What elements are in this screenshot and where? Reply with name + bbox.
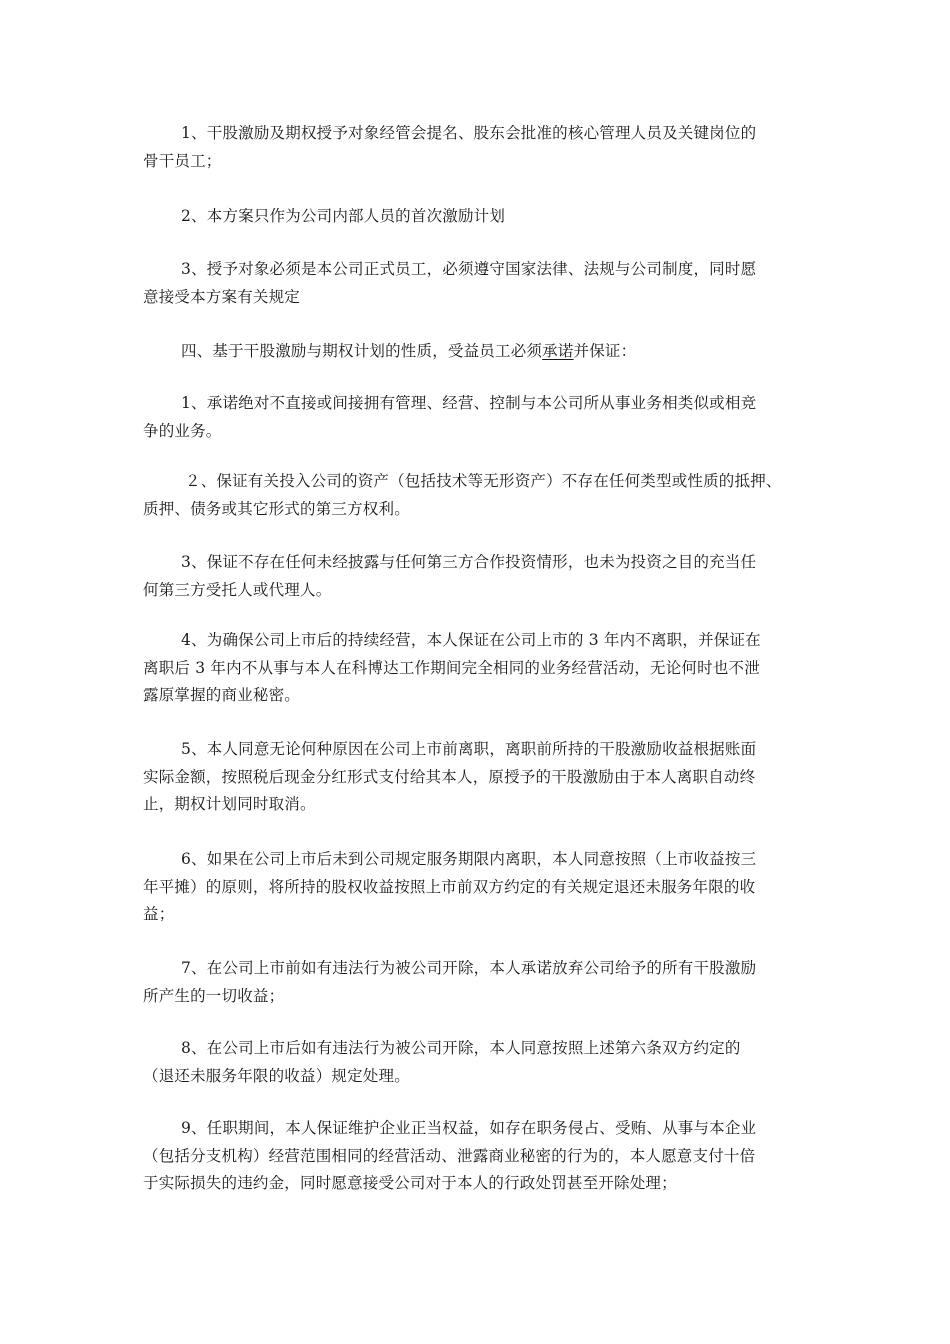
text-line: 5、本人同意无论何种原因在公司上市前离职，离职前所持的干股激励收益根据账面 [181,740,757,758]
text-line: 7、在公司上市前如有违法行为被公司开除，本人承诺放弃公司给予的所有干股激励 [181,959,757,977]
paragraph-eligibility-3 [143,256,823,311]
paragraph-eligibility-1 [143,120,823,175]
text-line: 所产生的一切收益； [143,986,285,1005]
text-line: 3、保证不存在任何未经披露与任何第三方合作投资情形，也未为投资之目的充当任 [181,553,757,571]
text-line: 骨干员工； [143,151,222,170]
text-line: 9、任职期间，本人保证维护企业正当权益，如存在职务侵占、受贿、从事与本企业 [181,1119,757,1137]
paragraph-commitment-8 [143,1035,823,1090]
paragraph-commitment-9 [143,1115,823,1198]
text-line: 4、为确保公司上市后的持续经营，本人保证在公司上市的 3 年内不离职，并保证在 [181,631,761,649]
text-line: （退还未服务年限的收益）规定处理。 [143,1066,410,1085]
text-line: 质押、债务或其它形式的第三方权利。 [143,499,410,518]
text-line: 3、授予对象必须是本公司正式员工，必须遵守国家法律、法规与公司制度，同时愿 [181,260,757,278]
text-line: 意接受本方案有关规定 [143,287,301,306]
text-line: 年平摊）的原则，将所持的股权收益按照上市前双方约定的有关规定退还未服务年限的收 [143,877,756,896]
paragraph-eligibility-2 [143,203,823,231]
paragraph-commitment-1 [143,390,823,445]
text-line: 露原掌握的商业秘密。 [143,686,301,704]
text-line: 1、承诺绝对不直接或间接拥有管理、经营、控制与本公司所从事业务相类似或相竞 [181,394,757,412]
text-line: ２、保证有关投入公司的资产（包括技术等无形资产）不存在任何类型或性质的抵押、 [185,472,782,490]
text-line: 1、干股激励及期权授予对象经管会提名、股东会批准的核心管理人员及关键岗位的 [181,124,757,142]
paragraph-commitment-7 [143,955,823,1010]
heading-text: 四、基于干股激励与期权计划的性质，受益员工必须 [181,342,543,360]
text-line: 于实际损失的违约金，同时愿意接受公司对于本人的行政处罚甚至开除处理； [143,1174,677,1192]
paragraph-commitment-4 [143,627,823,710]
underlined-word: 承诺 [542,342,574,360]
text-line: 2、本方案只作为公司内部人员的首次激励计划 [181,207,506,225]
text-line: 8、在公司上市后如有违法行为被公司开除，本人同意按照上述第六条双方约定的 [181,1039,741,1057]
text-line: 何第三方受托人或代理人。 [143,580,332,599]
paragraph-commitment-3 [143,549,823,604]
text-line: 实际金额，按照税后现金分红形式支付给其本人，原授予的干股激励由于本人离职自动终 [143,767,756,786]
text-line [143,338,823,366]
paragraph-commitment-6 [143,846,823,929]
text-line: 益； [143,905,175,923]
text-line: （包括分支机构）经营范围相同的经营活动、泄露商业秘密的行为的，本人愿意支付十倍 [143,1146,756,1165]
text-line: 止，期权计划同时取消。 [143,795,316,813]
heading-text-end: 并保证： [573,342,637,360]
paragraph-commitment-5 [143,736,823,819]
text-line: 6、如果在公司上市后未到公司规定服务期限内离职，本人同意按照（上市收益按三 [181,850,757,868]
section-heading-commitments [143,338,823,366]
text-line: 争的业务。 [143,421,222,440]
paragraph-commitment-2 [143,468,823,523]
text-line: 离职后 3 年内不从事与本人在科博达工作期间完全相同的业务经营活动，无论何时也不泄 [143,658,760,677]
